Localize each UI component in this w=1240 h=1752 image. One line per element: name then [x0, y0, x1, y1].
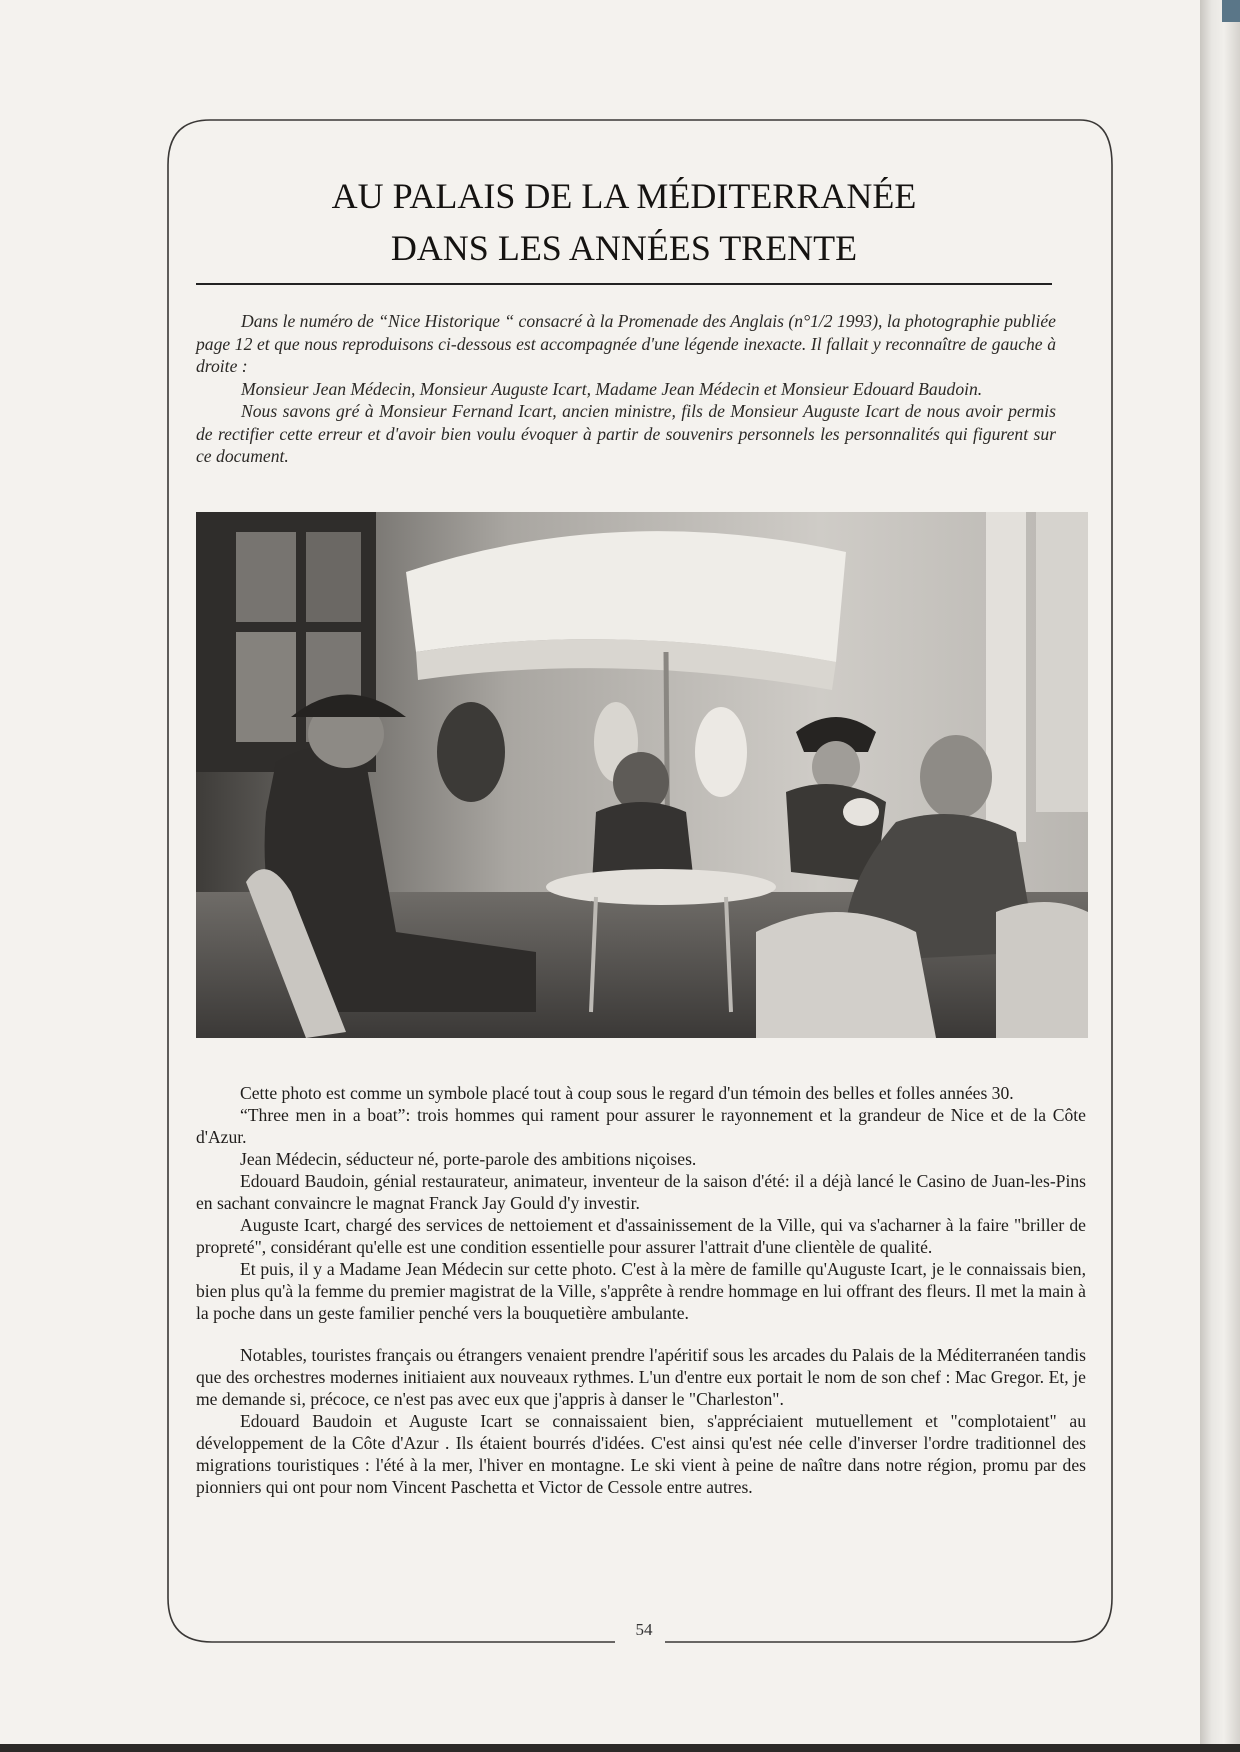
title-line-1: AU PALAIS DE LA MÉDITERRANÉE [331, 176, 917, 216]
body-paragraph: Cette photo est comme un symbole placé tout à coup sous le regard d'un témoin des belles et folles années 30. [240, 1083, 1014, 1103]
page-number: 54 [620, 1620, 668, 1640]
body-paragraph: Notables, touristes français ou étrangers venaient prendre l'apéritif sous les arcades du Palais de la Méditerranéen tandis que des orchestres modernes initiaient aux nouveaux rythmes. L'un d'entre eux portait le nom de son chef : Mac Gregor. Et, je me demande si, précoce, ce n'est pas avec eux que j'appris à danser le "Charleston". [196, 1345, 1086, 1409]
intro-names: Monsieur Jean Médecin, Monsieur Auguste Icart, Madame Jean Médecin et Monsieur Edouard Baudoin. [241, 378, 983, 399]
photograph-illustration [196, 512, 1088, 1038]
historical-photograph [196, 512, 1088, 1038]
title-line-2: DANS LES ANNÉES TRENTE [390, 228, 858, 268]
edge-color-tab [1222, 0, 1240, 22]
intro-paragraph: Nous savons gré à Monsieur Fernand Icart, ancien ministre, fils de Monsieur Auguste Icart de nous avoir permis de rectifier cette erreur et d'avoir bien voulu évoquer à partir de souvenirs personnels les personnalités qui figurent sur ce document. [196, 401, 1056, 466]
body-paragraph: “Three men in a boat”: trois hommes qui rament pour assurer le rayonnement et la grandeur de Nice et de la Côte d'Azur. [196, 1105, 1086, 1147]
body-paragraph: Jean Médecin, séducteur né, porte-parole des ambitions niçoises. [240, 1149, 697, 1169]
body-paragraph: Auguste Icart, chargé des services de nettoiement et d'assainissement de la Ville, qui va s'acharner à la faire "briller de propreté", considérant qu'elle est une condition essentielle pour assurer l'attrait d'une clientèle de qualité. [196, 1215, 1086, 1257]
body-paragraph: Et puis, il y a Madame Jean Médecin sur cette photo. C'est à la mère de famille qu'Auguste Icart, je le connaissais bien, bien plus qu'à la femme du premier magistrat de la Ville, s'apprête à rendre hommage en lui offrant des fleurs. Il met la main à la poche dans un geste familier penché vers la bouquetière ambulante. [196, 1259, 1086, 1323]
article-title [196, 170, 1052, 274]
body-paragraph: Edouard Baudoin et Auguste Icart se connaissaient bien, s'appréciaient mutuellement et "complotaient" au développement de la Côte d'Azur . Ils étaient bourrés d'idées. C'est ainsi qu'est née celle d'inverser l'ordre traditionnel des migrations touristiques : l'été à la mer, l'hiver en montagne. Le ski vient à peine de naître dans notre région, promu par des pionniers qui ont pour nom Vincent Paschetta et Victor de Cessole entre autres. [196, 1411, 1086, 1497]
intro-paragraph: Dans le numéro de “Nice Historique “ consacré à la Promenade des Anglais (n°1/2 1993), la photographie publiée page 12 et que nous reproduisons ci-dessous est accompagnée d'une légende inexacte. Il fallait y reconnaître de gauche à droite : [196, 311, 1056, 376]
title-divider [196, 283, 1052, 285]
body-paragraph: Edouard Baudoin, génial restaurateur, animateur, inventeur de la saison d'été: il a déjà lancé le Casino de Juan-les-Pins en sachant convaincre le magnat Franck Jay Gould d'y investir. [196, 1171, 1086, 1213]
book-spine-edge [1200, 0, 1240, 1752]
intro-note [196, 310, 1056, 468]
article-body [196, 1082, 1086, 1498]
scan-bottom-band [0, 1744, 1240, 1752]
